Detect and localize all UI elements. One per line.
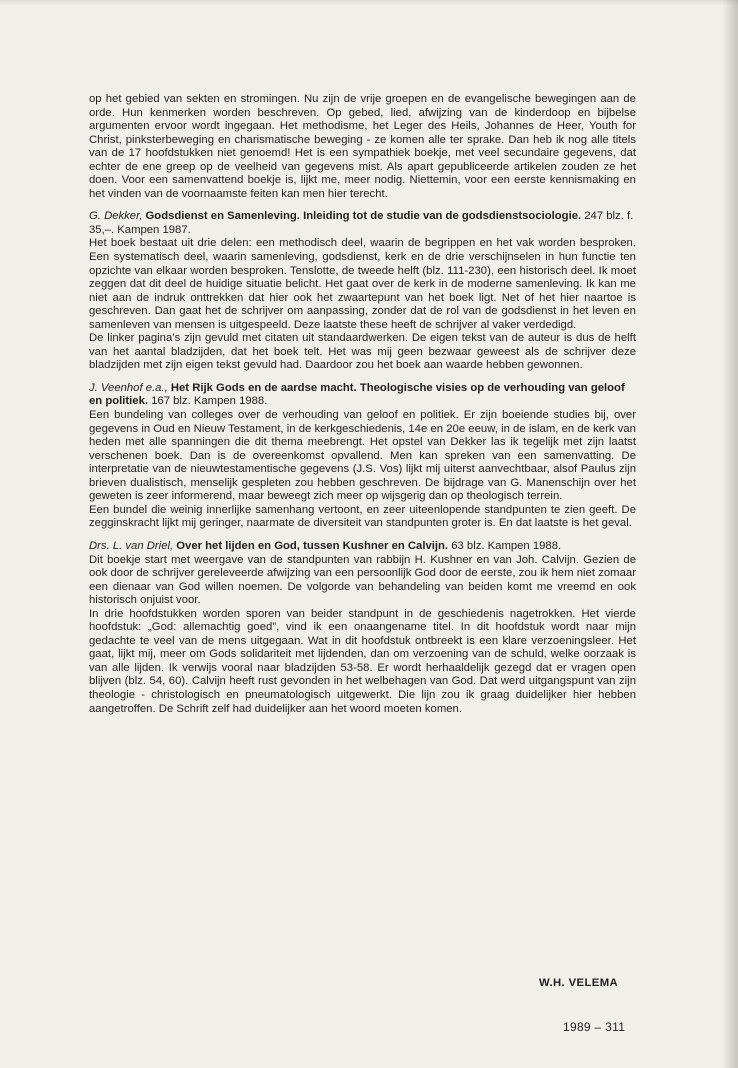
review-heading-2 <box>89 382 636 409</box>
review-heading-1 <box>89 210 636 237</box>
page-body <box>89 93 636 716</box>
review-author-1: G. Dekker, <box>89 210 143 223</box>
review-pubinfo-1: 247 blz. f. 35,–. Kampen 1987. <box>89 210 634 236</box>
scan-edge-top <box>0 0 738 6</box>
review-1-paragraph-2: De linker pagina’s zijn gevuld met citaten uit standaardwerken. De eigen tekst van de auteur is dus de helft van het aantal bladzijden, dat het boek telt. Het was mij geen bezwaar geweest als de schrijver deze bladzijden met zijn eigen tekst gevuld had. Daardoor zou het boek aan waarde hebben gewonnen. <box>89 332 636 372</box>
intro-paragraph: op het gebied van sekten en stromingen. Nu zijn de vrije groepen en de evangelische bewegingen aan de orde. Hun kenmerken worden beschreven. Op gebed, lied, afwijzing van de kinderdoop en bijbelse argumenten ervoor wordt ingegaan. Het methodisme, het Leger des Heils, Johannes de Heer, Youth for Christ, pinksterbeweging en charismatische beweging - ze komen alle ter sprake. Dan heb ik nog alle titels van de 17 hoofdstukken niet genoemd! Het is een sympathiek boekje, met veel secundaire gegevens, dat echter de ene greep op de veelheid van gegevens mist. Als apart gepubliceerde artikelen zouden ze het doen. Voor een samenvattend boekje is, lijkt me, meer nodig. Niettemin, voor een eerste kennismaking en het vinden van de voornaamste feiten kan men hier terecht. <box>89 93 636 200</box>
review-2-paragraph-2: Een bundel die weinig innerlijke samenhang vertoont, en zeer uiteenlopende standpunten te zien geeft. De zegginskracht lijkt mij geringer, naarmate de diversiteit van standpunten groter is. En dat laatste is het geval. <box>89 503 636 530</box>
review-3-paragraph-2: In drie hoofdstukken worden sporen van beider standpunt in de geschiedenis nagetrokken. Het vierde hoofdstuk: „God: allemachtig goed”, vind ik een onaangename titel. In dit hoofdstuk wordt naar mijn gedachte te veel van de mens uitgegaan. Wat in dit hoofdstuk ontbreekt is een klare verzoeningsleer. Het gaat, lijkt mij, meer om Gods solidariteit met lijdenden, dan om verzoening van de schuld, welke oorzaak is van alle lijden. Ik verwijs vooral naar bladzijden 53-58. Er wordt herhaaldelijk gezegd dat er vragen open blijven (blz. 54, 60). Calvijn heeft rust gevonden in het welbehagen van God. Dat werd uitgangspunt van zijn theologie - christologisch en pneumatologisch uitgewerkt. Die lijn zou ik graag duidelijker hier hebben aangetroffen. De Schrift zelf had duidelijker aan het woord moeten komen. <box>89 607 636 715</box>
review-1-paragraph-1: Het boek bestaat uit drie delen: een methodisch deel, waarin de begrippen en het vak worden besproken. Een systematisch deel, waarin samenleving, godsdienst, kerk en de drie verschijnselen in hun functie ten opzichte van elkaar worden besproken. Tenslotte, de tweede helft (blz. 111-230), een historisch deel. Ik moet zeggen dat dit deel de huidige situatie belicht. Het gaat over de kerk in de moderne samenleving. Ik kan me niet aan de indruk onttrekken dat hier ook het zwaartepunt van het boek ligt. Net of het hier naartoe is geschreven. Dan gaat het de schrijver om aanpassing, zonder dat de rol van de godsdienst in het leven en samenleven van mensen is uitgespeeld. Deze laatste these heeft de schrijver al vaker verdedigd. <box>89 237 636 331</box>
review-3-paragraph-1: Dit boekje start met weergave van de standpunten van rabbijn H. Kushner en van Joh. Calvijn. Gezien de ook door de schrijver gereleveerde afwijzing van een persoonlijk God door de eerste, zou ik hem niet zomaar een dienaar van God willen noemen. De volgorde van behandeling van beiden komt me vreemd en ook historisch onjuist voor. <box>89 553 636 607</box>
review-title-3: Over het lijden en God, tussen Kushner en Calvijn. <box>176 539 449 552</box>
page-number: 1989 – 311 <box>563 1020 626 1034</box>
review-title-2: Het Rijk Gods en de aardse macht. Theologische visies op de verhouding van geloof en politiek. <box>89 381 625 408</box>
review-pubinfo-2: 167 blz. Kampen 1988. <box>148 395 268 408</box>
review-author-2: J. Veenhof e.a., <box>89 381 168 394</box>
review-title-1: Godsdienst en Samenleving. Inleiding tot de studie van de godsdienstsociologie. <box>145 210 582 223</box>
review-2-paragraph-1: Een bundeling van colleges over de verhouding van geloof en politiek. Er zijn boeiende studies bij, over gegevens in Oud en Nieuw Testament, in de kerkgeschiedenis, 14e en 20e eeuw, in de islam, en de kerk van heden met alle spanningen die dit thema meebrengt. Het opstel van Dekker las ik tegelijk met zijn laatst verschenen boek. Dan is de overeenkomst opvallend. Men kan spreken van een samenvatting. De interpretatie van de nieuwtestamentische gegevens (J.S. Vos) lijkt mij uiterst aanvechtbaar, alsof Paulus zijn brieven dualistisch, menselijk gespleten zou hebben geschreven. De bijdrage van G. Manenschijn over het geweten is zeer informerend, maar beweegt zich meer op wijsgerig dan op theologisch terrein. <box>89 409 636 503</box>
review-heading-3 <box>89 540 636 554</box>
review-pubinfo-3: 63 blz. Kampen 1988. <box>448 539 562 552</box>
reviewer-signature: W.H. VELEMA <box>539 977 619 989</box>
scan-edge-right <box>722 0 738 1068</box>
review-author-3: Drs. L. van Driel, <box>89 539 174 552</box>
